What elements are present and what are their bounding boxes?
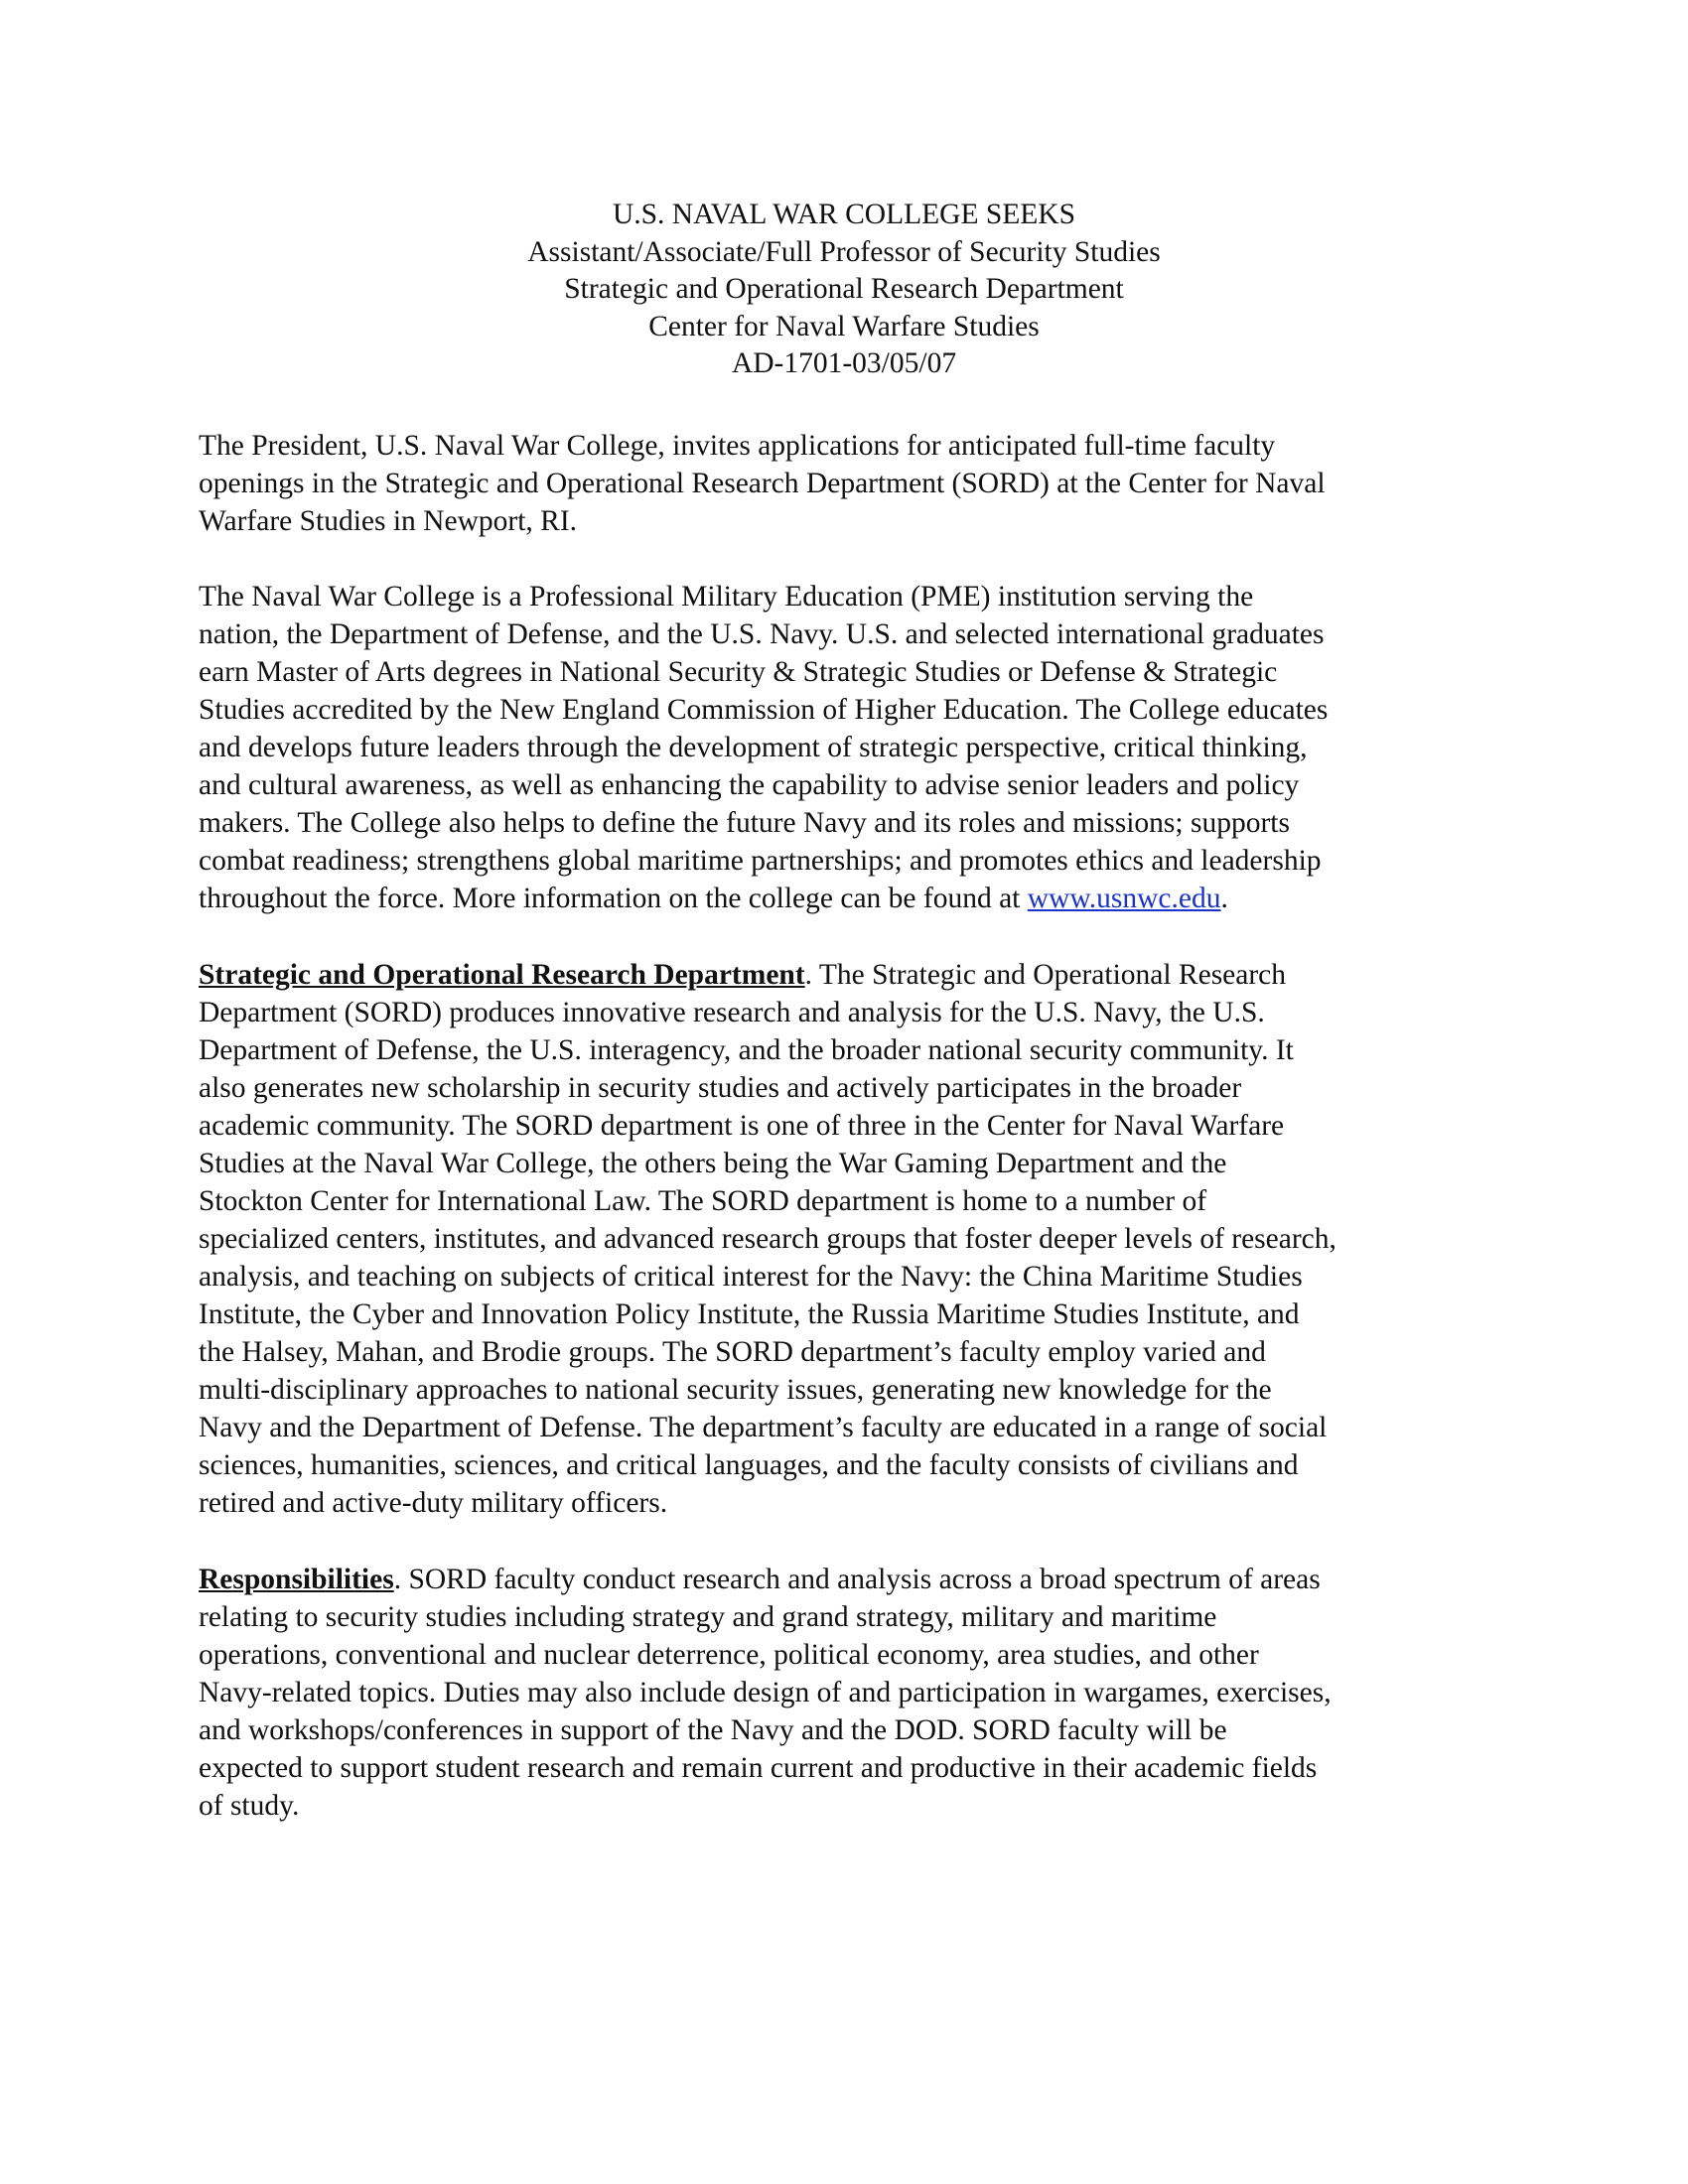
responsibilities-line: and workshops/conferences in support of the Navy and the DOD. SORD faculty will be (199, 1714, 1227, 1746)
sord-section-heading: Strategic and Operational Research Department (199, 959, 805, 991)
sord-line: retired and active-duty military officers. (199, 1487, 668, 1519)
sord-line: Navy and the Department of Defense. The department’s faculty are educated in a range of social (199, 1412, 1328, 1443)
college-line: nation, the Department of Defense, and the U.S. Navy. U.S. and selected international graduates (199, 618, 1325, 650)
sord-line: also generates new scholarship in security studies and actively participates in the broader (199, 1072, 1242, 1104)
sord-line: analysis, and teaching on subjects of critical interest for the Navy: the China Maritime Studies (199, 1261, 1303, 1293)
sord-line: specialized centers, institutes, and advanced research groups that foster deeper levels of research, (199, 1223, 1336, 1255)
college-line: and cultural awareness, as well as enhancing the capability to advise senior leaders and policy (199, 769, 1300, 801)
usnwc-website-link[interactable]: www.usnwc.edu (1027, 883, 1221, 914)
sord-line: Department (SORD) produces innovative research and analysis for the U.S. Navy, the U.S. (199, 997, 1265, 1028)
header-center: Center for Naval Warfare Studies (648, 310, 1040, 342)
header-announcement-number: AD-1701-03/05/07 (731, 347, 957, 379)
sord-line: the Halsey, Mahan, and Brodie groups. The SORD department’s faculty employ varied and (199, 1336, 1266, 1368)
college-line: combat readiness; strengthens global maritime partnerships; and promotes ethics and leadership (199, 845, 1322, 877)
college-line: and develops future leaders through the development of strategic perspective, critical thinking, (199, 732, 1308, 763)
intro-paragraph (199, 427, 1499, 540)
header-department: Strategic and Operational Research Department (564, 273, 1124, 305)
sord-line: Institute, the Cyber and Innovation Policy Institute, the Russia Maritime Studies Institute, and (199, 1298, 1300, 1330)
responsibilities-line: expected to support student research and remain current and productive in their academic fields (199, 1752, 1318, 1784)
sord-line: Department of Defense, the U.S. interagency, and the broader national security community. It (199, 1034, 1294, 1066)
college-line: The Naval War College is a Professional Military Education (PME) institution serving the (199, 581, 1254, 613)
sord-paragraph (199, 956, 1499, 1522)
responsibilities-section-heading: Responsibilities (199, 1564, 394, 1595)
sord-line: academic community. The SORD department is one of three in the Center for Naval Warfare (199, 1110, 1285, 1142)
college-line: earn Master of Arts degrees in National Security & Strategic Studies or Defense & Strategic (199, 656, 1278, 688)
college-paragraph (199, 578, 1499, 917)
document-header (0, 197, 1688, 383)
sord-line: Stockton Center for International Law. The SORD department is home to a number of (199, 1185, 1207, 1217)
responsibilities-paragraph (199, 1561, 1499, 1825)
intro-line: Warfare Studies in Newport, RI. (199, 505, 578, 537)
responsibilities-line: relating to security studies including strategy and grand strategy, military and maritime (199, 1601, 1217, 1633)
header-position: Assistant/Associate/Full Professor of Security Studies (527, 235, 1161, 268)
header-title: U.S. NAVAL WAR COLLEGE SEEKS (612, 199, 1076, 230)
sord-line: Studies at the Naval War College, the others being the War Gaming Department and the (199, 1148, 1227, 1179)
responsibilities-line: of study. (199, 1790, 300, 1822)
sord-line: sciences, humanities, sciences, and critical languages, and the faculty consists of civilians and (199, 1449, 1299, 1481)
college-last-line (199, 880, 1499, 917)
college-last-line-end: . (1220, 883, 1228, 914)
college-line: makers. The College also helps to define the future Navy and its roles and missions; supports (199, 807, 1290, 839)
college-more-info-text: throughout the force. More information on the college can be found at (199, 883, 1028, 914)
responsibilities-line: operations, conventional and nuclear deterrence, political economy, area studies, and other (199, 1639, 1259, 1671)
sord-first-line (199, 956, 1499, 994)
intro-line: The President, U.S. Naval War College, invites applications for anticipated full-time faculty (199, 430, 1276, 462)
college-line: Studies accredited by the New England Commission of Higher Education. The College educates (199, 694, 1329, 726)
responsibilities-line: Navy-related topics. Duties may also include design of and participation in wargames, exercises, (199, 1677, 1332, 1708)
sord-line: multi-disciplinary approaches to national security issues, generating new knowledge for the (199, 1374, 1272, 1406)
responsibilities-first-line-text: . SORD faculty conduct research and analysis across a broad spectrum of areas (393, 1564, 1321, 1595)
responsibilities-first-line (199, 1561, 1499, 1598)
sord-first-line-text: . The Strategic and Operational Research (804, 959, 1287, 991)
intro-line: openings in the Strategic and Operational Research Department (SORD) at the Center for Naval (199, 468, 1326, 499)
